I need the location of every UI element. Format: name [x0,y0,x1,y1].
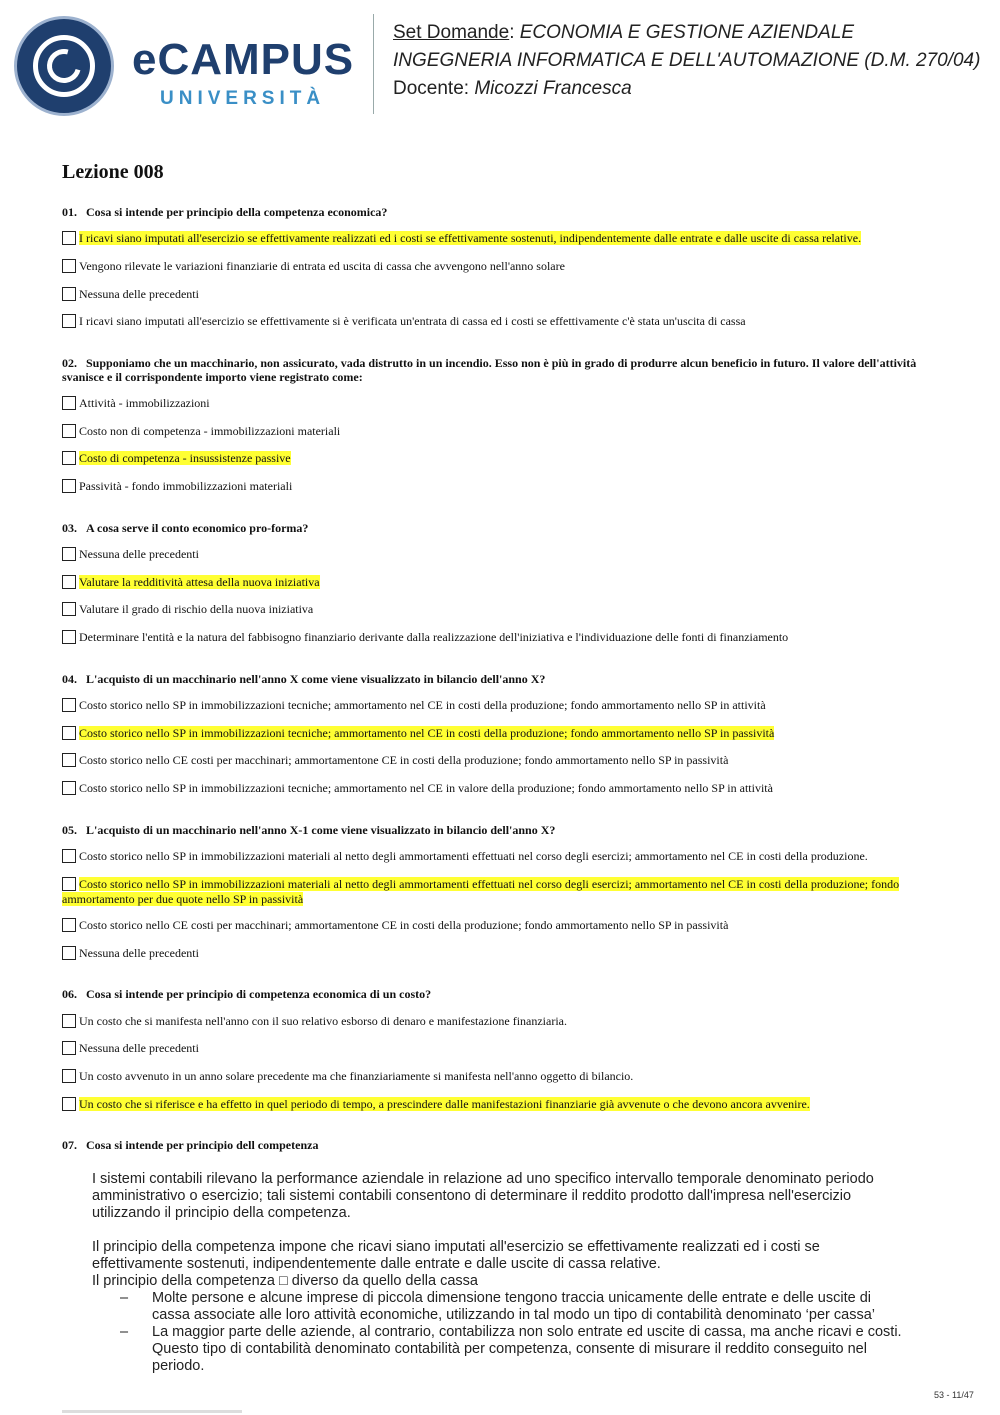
checkbox[interactable] [62,575,76,589]
option-03-a [62,547,922,562]
option-04-a [62,698,922,713]
option-text: Passività - fondo immobilizzazioni materiali [79,479,293,493]
option-06-b [62,1041,922,1056]
answer-paragraph-3: Il principio della competenza □ diverso da quello della cassa [92,1273,478,1289]
option-text-correct: Costo di competenza - insussistenze passive [79,451,291,465]
question-01 [62,205,922,219]
checkbox[interactable] [62,547,76,561]
checkbox[interactable] [62,602,76,616]
question-02 [62,356,922,384]
option-text: Nessuna delle precedenti [79,547,199,561]
question-text: Cosa si intende per principio della competenza economica? [86,205,388,219]
lesson-title: Lezione 008 [62,161,164,183]
checkbox[interactable] [62,314,76,328]
question-06 [62,987,922,1001]
checkbox[interactable] [62,479,76,493]
option-text: Vengono rilevate le variazioni finanziarie di entrata ed uscita di cassa che avvengono nell'anno solare [79,259,565,273]
bullet-text: Molte persone e alcune imprese di piccola dimensione tengono traccia unicamente delle entrate e delle uscite di cassa associate alle loro attività economiche, utilizzando in tal modo un tipo di contabilità denominato ‘per cassa’ [152,1290,875,1323]
checkbox[interactable] [62,259,76,273]
option-05-b [62,877,922,907]
answer-bullet-1 [92,1290,912,1324]
question-03 [62,521,922,535]
question-number: 06. [62,987,77,1001]
option-03-b [62,575,922,590]
option-03-d [62,630,922,645]
option-text: Un costo avvenuto in un anno solare precedente ma che finanziariamente si manifesta nell'anno oggetto di bilancio. [79,1069,634,1083]
option-text-correct: Valutare la redditività attesa della nuova iniziativa [79,575,320,589]
question-number: 03. [62,521,77,535]
question-text: A cosa serve il conto economico pro-forma? [86,521,309,535]
question-number: 04. [62,672,77,686]
question-text: L'acquisto di un macchinario nell'anno X-1 come viene visualizzato in bilancio dell'anno X? [86,823,556,837]
checkbox[interactable] [62,753,76,767]
page-header [0,0,1000,125]
brand-name: eCAMPUS [132,35,355,84]
option-text: Costo storico nello SP in immobilizzazioni materiali al netto degli ammortamenti effettuati nel corso degli esercizi; ammortamento nel CE in costi della produzione. [79,849,868,863]
option-05-c [62,918,922,933]
question-04 [62,672,922,686]
option-06-d [62,1097,922,1112]
teacher-name: Micozzi Francesca [474,78,632,99]
checkbox[interactable] [62,1097,76,1111]
option-text: Nessuna delle precedenti [79,1041,199,1055]
teacher-line [393,78,632,100]
option-text-correct: Costo storico nello SP in immobilizzazioni tecniche; ammortamento nel CE in costi della produzione; fondo ammortamento nello SP in passività [79,726,775,740]
option-03-c [62,602,922,617]
checkbox[interactable] [62,630,76,644]
option-01-b [62,259,922,274]
option-02-b [62,424,922,439]
checkbox[interactable] [62,726,76,740]
ecampus-seal-icon [14,16,114,116]
option-text: Costo non di competenza - immobilizzazioni materiali [79,424,341,438]
question-number: 02. [62,356,77,370]
option-text: Un costo che si manifesta nell'anno con il suo relativo esborso di denaro e manifestazione finanziaria. [79,1014,567,1028]
checkbox[interactable] [62,1069,76,1083]
question-number: 01. [62,205,77,219]
option-01-d [62,314,922,329]
question-text: Cosa si intende per principio dell competenza [86,1138,319,1152]
checkbox[interactable] [62,287,76,301]
question-05 [62,823,922,837]
option-text-correct: Costo storico nello SP in immobilizzazioni materiali al netto degli ammortamenti effettuati nel corso degli esercizi; ammortamento nel CE in costi della produzione; fondo ammortamento per due quote nello SP in passività [62,877,900,906]
bullet-dash: – [120,1290,129,1306]
checkbox[interactable] [62,781,76,795]
checkbox[interactable] [62,396,76,410]
checkbox[interactable] [62,424,76,438]
footer-line [62,1410,242,1413]
brand-subtitle: UNIVERSITÀ [160,88,326,109]
option-05-a [62,849,922,864]
question-text: L'acquisto di un macchinario nell'anno X come viene visualizzato in bilancio dell'anno X? [86,672,546,686]
set-colon: : [509,22,520,43]
course-line1: ECONOMIA E GESTIONE AZIENDALE [519,22,855,43]
page-number: 53 - 11/47 [934,1390,974,1400]
option-text: Attività - immobilizzazioni [79,396,210,410]
teacher-label: Docente: [393,78,475,99]
checkbox[interactable] [62,698,76,712]
option-06-a [62,1014,922,1029]
question-07 [62,1138,922,1152]
checkbox[interactable] [62,877,76,891]
bullet-dash: – [120,1324,129,1340]
option-text: Valutare il grado di rischio della nuova iniziativa [79,602,314,616]
option-04-c [62,753,922,768]
option-02-d [62,479,922,494]
answer-paragraph-1: I sistemi contabili rilevano la performance aziendale in relazione ad uno specifico intervallo temporale denominato periodo amministrativo o esercizio; tali sistemi contabili consentono di determinare il reddito prodotto dall'impresa nell'esercizio utilizzando il principio della competenza. [92,1171,874,1221]
option-text: Costo storico nello SP in immobilizzazioni tecniche; ammortamento nel CE in valore della produzione; fondo ammortamento nello SP in attività [79,781,773,795]
question-text: Cosa si intende per principio di competenza economica di un costo? [86,987,432,1001]
option-04-d [62,781,922,796]
option-06-c [62,1069,922,1084]
question-text: Supponiamo che un macchinario, non assicurato, vada distrutto in un incendio. Esso non è più in grado di produrre alcun beneficio in futuro. Il valore dell'attività svanisce e il corrispondente importo viene registrato come: [62,356,917,384]
answer-bullet-2 [92,1324,912,1375]
option-text-correct: Un costo che si riferisce e ha effetto in quel periodo di tempo, a prescindere dalle manifestazioni finanziarie già avvenute o che devono ancora avvenire. [79,1097,810,1111]
option-01-a [62,231,922,246]
checkbox[interactable] [62,946,76,960]
option-02-c [62,451,922,466]
option-text: Nessuna delle precedenti [79,946,199,960]
course-line2: INGEGNERIA INFORMATICA E DELL'AUTOMAZIONE (D.M. 270/04) [393,50,981,71]
set-label: Set Domande [393,22,510,43]
option-text: Costo storico nello CE costi per macchinari; ammortamentone CE in costi della produzione; fondo ammortamento nello SP in passività [79,753,729,767]
option-text: Nessuna delle precedenti [79,287,199,301]
checkbox[interactable] [62,918,76,932]
option-02-a [62,396,922,411]
option-05-d [62,946,922,961]
option-text: Determinare l'entità e la natura del fabbisogno finanziario derivante dalla realizzazione dell'iniziativa e l'individuazione delle fonti di finanziamento [79,630,789,644]
question-number: 07. [62,1138,77,1152]
option-04-b [62,726,922,741]
checkbox[interactable] [62,1041,76,1055]
checkbox[interactable] [62,451,76,465]
bullet-text: La maggior parte delle aziende, al contrario, contabilizza non solo entrate ed uscite di cassa, ma anche ricavi e costi. Questo tipo di contabilità denominato contabilità per competenza, consente di misurare il reddito conseguito nel periodo. [152,1324,902,1374]
checkbox[interactable] [62,849,76,863]
option-text: I ricavi siano imputati all'esercizio se effettivamente si è verificata un'entrata di cassa ed i costi se effettivamente c'è stata un'uscita di cassa [79,314,746,328]
option-text-correct: I ricavi siano imputati all'esercizio se effettivamente realizzati ed i costi se effettivamente sostenuti, indipendentemente dalle entrate e dalle uscite di cassa relative. [79,231,862,245]
question-number: 05. [62,823,77,837]
answer-07-image [92,1171,912,1375]
set-line [393,22,854,44]
option-text: Costo storico nello CE costi per macchinari; ammortamentone CE in costi della produzione; fondo ammortamento nello SP in passività [79,918,729,932]
header-divider [373,14,374,114]
option-text: Costo storico nello SP in immobilizzazioni tecniche; ammortamento nel CE in costi della produzione; fondo ammortamento nello SP in attività [79,698,766,712]
answer-paragraph-2: Il principio della competenza impone che ricavi siano imputati all'esercizio se effettivamente realizzati ed i costi se effettivamente sostenuti, indipendentemente dalle entrate e dalle uscite di cassa relative. [92,1239,820,1272]
checkbox[interactable] [62,231,76,245]
checkbox[interactable] [62,1014,76,1028]
option-01-c [62,287,922,302]
